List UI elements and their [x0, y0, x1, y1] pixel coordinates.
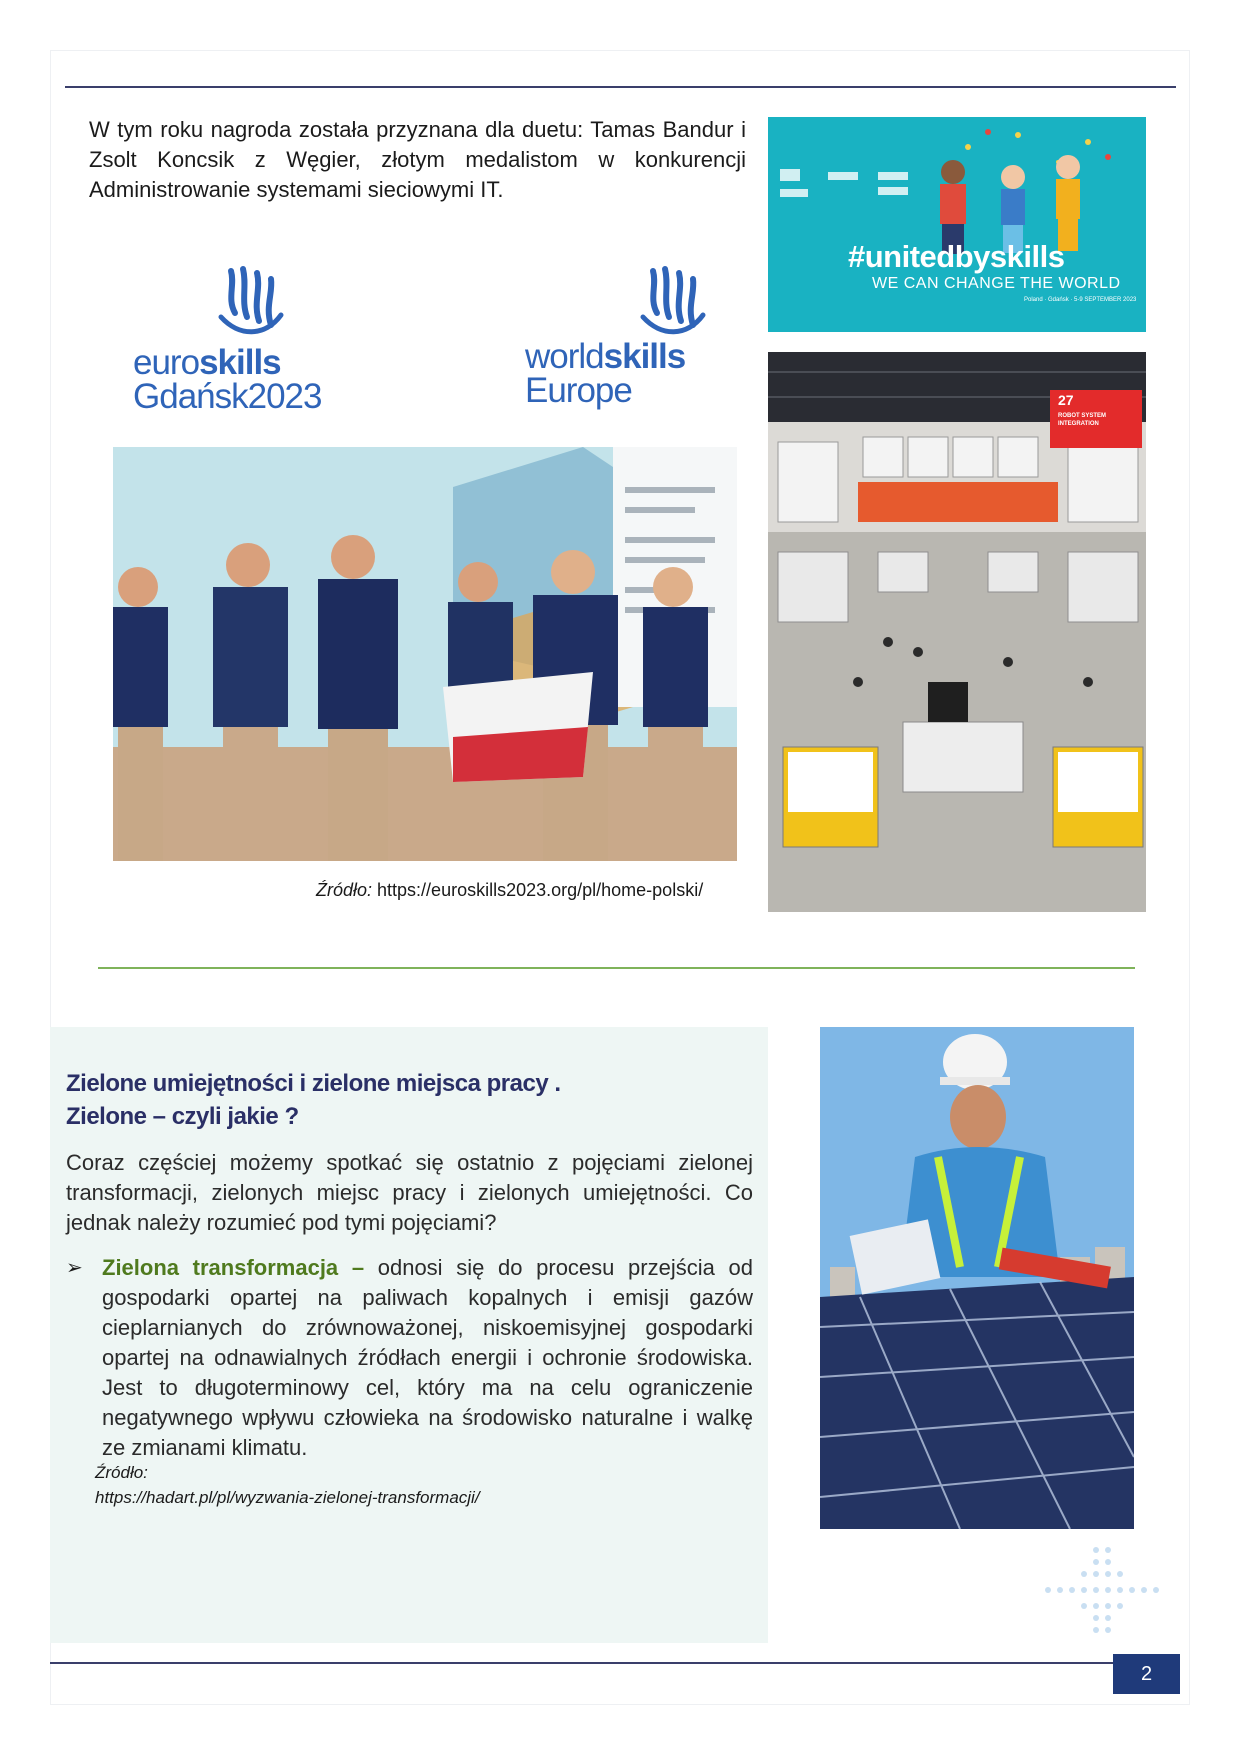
top-divider: [65, 86, 1176, 88]
banner-small-text: Poland · Gdańsk · 5-9 SEPTEMBER 2023: [1024, 297, 1137, 303]
arrow-bullet-icon: ➢: [66, 1257, 83, 1279]
bullet-definition: odnosi się do procesu przejścia od gospodarki opartej na paliwach kopalnych i emisji gazów cieplarnianych do zrównoważonej, niskoemisyjnej gospodarki opartej na odnawialnych źródłach energii i ochronie środowiska. Jest to długoterminowy cel, który ma na celu ograniczenie negatywnego wpływu człowieka na środowisko naturalne i walkę ze zmianami klimatu.: [102, 1255, 753, 1460]
worldskills-logo-line2: Europe: [525, 371, 632, 410]
unitedbyskills-banner: [768, 117, 1146, 332]
bullet-term: Zielona transformacja –: [102, 1255, 365, 1280]
section-intro-paragraph: Coraz częściej możemy spotkać się ostatnio z pojęciami zielonej transformacji, zielonych miejsc pracy i zielonych umiejętności. Co jednak należy rozumieć pod tymi pojęciami?: [66, 1150, 753, 1235]
section-source: Źródło: https://hadart.pl/pl/wyzwania-zielonej-transformacji/: [95, 1460, 480, 1510]
section-title: Zielone umiejętności i zielone miejsca pracy . Zielone – czyli jakie ?: [66, 1070, 561, 1130]
bottom-divider: [50, 1662, 1180, 1664]
hand-wave-icon: [213, 265, 288, 340]
banner-hashtag: #unitedbyskills: [848, 239, 1065, 274]
hall-sign-number: 27: [1058, 392, 1074, 408]
hall-sign-text: ROBOT SYSTEM INTEGRATION: [1058, 413, 1107, 427]
banner-tagline: WE CAN CHANGE THE WORLD: [872, 275, 1121, 292]
euroskills-logo-line1: euroskills: [133, 343, 281, 382]
photo-source: Źródło: https://euroskills2023.org/pl/home-polski/: [316, 880, 704, 900]
worldskills-logo-line1: worldskills: [525, 337, 686, 376]
page-number: 2: [1113, 1654, 1180, 1694]
worldskills-logo: [520, 265, 720, 415]
intro-paragraph: W tym roku nagroda została przyznana dla duetu: Tamas Bandur i Zsolt Koncsik z Węgier, złotym medalistom w konkurencji Administrowanie systemami sieciowymi IT.: [89, 117, 746, 202]
team-celebration-photo: [113, 447, 737, 861]
green-divider: [98, 967, 1135, 969]
euroskills-logo: [128, 265, 338, 415]
bullet-green-transformation: [66, 1253, 753, 1463]
decorative-dots: [1040, 1530, 1190, 1660]
section-source-url[interactable]: https://hadart.pl/pl/wyzwania-zielonej-transformacji/: [95, 1488, 480, 1507]
photo-source-url[interactable]: https://euroskills2023.org/pl/home-polski/: [372, 880, 704, 900]
hand-wave-icon: [635, 265, 710, 340]
euroskills-logo-line2: Gdańsk2023: [133, 377, 322, 416]
hall-sign: [1050, 390, 1142, 448]
competition-hall-photo: [768, 352, 1146, 912]
solar-worker-photo: [820, 1027, 1134, 1529]
